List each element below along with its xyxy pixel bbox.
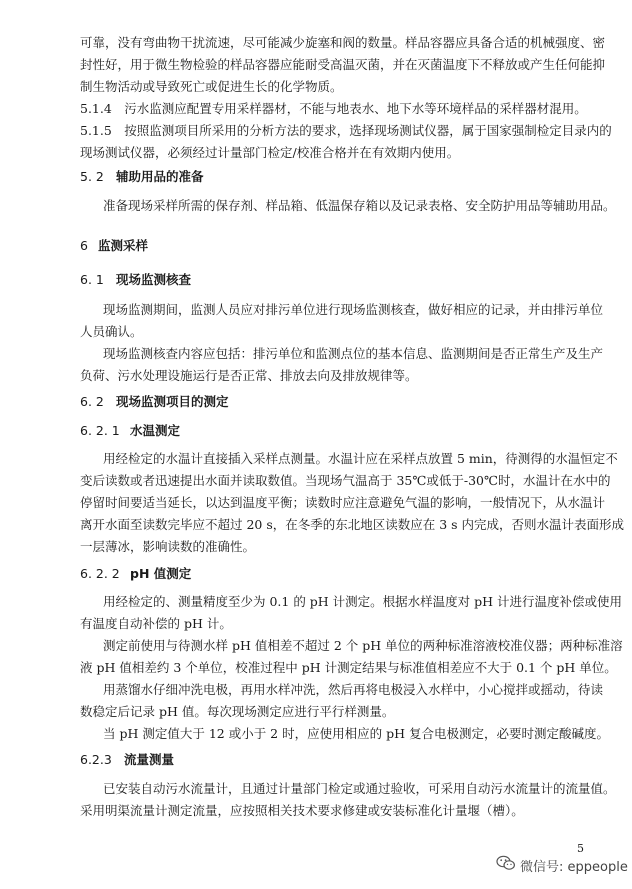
paragraph-line: 用经检定的水温计直接插入采样点测量。水温计应在采样点放置 5 min，待测得的水温恒定不 — [103, 451, 618, 466]
paragraph-line: 封性好，用于微生物检验的样品容器应能耐受高温灭菌，并在灭菌温度下不释放或产生任何能抑 — [80, 57, 606, 72]
clause-5-1-4: 5.1.4 污水监测应配置专用采样器材，不能与地表水、地下水等环境样品的采样器材混用。 — [80, 101, 587, 116]
section-title: pH 值测定 — [130, 566, 192, 581]
section-heading-6-2-1 — [80, 423, 180, 439]
paragraph-line: 准备现场采样所需的保存剂、样品箱、低温保存箱以及记录表格、安全防护用品等辅助用品。 — [103, 198, 616, 213]
section-title: 水温测定 — [130, 423, 181, 438]
section-title: 监测采样 — [98, 238, 149, 253]
section-number: 5. 2 — [80, 169, 104, 184]
section-title: 现场监测项目的测定 — [116, 394, 229, 409]
paragraph-line: 制生物活动或导致死亡或促进生长的化学物质。 — [80, 79, 343, 94]
section-heading-6 — [80, 238, 148, 254]
paragraph-line: 可靠，没有弯曲物干扰流速，尽可能减少旋塞和阀的数量。样品容器应具备合适的机械强度、密 — [80, 35, 606, 50]
paragraph-line: 测定前使用与待测水样 pH 值相差不超过 2 个 pH 单位的两种标准溶液校准仪器；两种标准溶 — [103, 638, 623, 653]
wechat-icon — [496, 855, 520, 875]
section-heading-6-2 — [80, 394, 229, 410]
paragraph-line: 当 pH 测定值大于 12 或小于 2 时，应使用相应的 pH 复合电极测定，必要时测定酸碱度。 — [103, 726, 609, 741]
section-number: 6. 2 — [80, 394, 104, 409]
paragraph-line: 已安装自动污水流量计，且通过计量部门检定或通过验收，可采用自动污水流量计的流量值。 — [103, 781, 616, 796]
paragraph-line: 人员确认。 — [80, 324, 143, 339]
page-number: 5 — [577, 842, 584, 855]
clause-5-1-5: 5.1.5 按照监测项目所采用的分析方法的要求，选择现场测试仪器，属于国家强制检定目录内的 — [80, 123, 612, 138]
section-title: 流量测量 — [124, 752, 175, 767]
section-title: 辅助用品的准备 — [116, 169, 204, 184]
paragraph-line: 变后读数或者迅速提出水面并读取数值。当现场气温高于 35℃或低于-30℃时，水温计在水中的 — [80, 473, 611, 488]
paragraph-line: 采用明渠流量计测定流量，应按照相关技术要求修建或安装标准化计量堰（槽）。 — [80, 803, 524, 818]
section-heading-6-1 — [80, 272, 191, 288]
wechat-watermark — [496, 854, 628, 876]
paragraph-line: 离开水面至读数完毕应不超过 20 s，在冬季的东北地区读数应在 3 s 内完成，否则水温计表面形成 — [80, 517, 625, 532]
section-number: 6. 1 — [80, 272, 104, 287]
watermark-text: 微信号: eppeople — [520, 859, 628, 875]
paragraph-line: 用蒸馏水仔细冲洗电极，再用水样冲洗，然后再将电极浸入水样中，小心搅拌或摇动，待读 — [103, 682, 604, 697]
section-heading-6-2-3 — [80, 752, 174, 768]
section-number: 6 — [80, 238, 88, 253]
paragraph-line: 停留时间要适当延长，以达到温度平衡；读数时应注意避免气温的影响，一般情况下，从水温计 — [80, 495, 606, 510]
paragraph-line: 液 pH 值相差约 3 个单位，校准过程中 pH 计测定结果与标准值相差应不大于 0.1 个 pH 单位。 — [80, 660, 617, 675]
section-number: 6.2.3 — [80, 752, 112, 767]
paragraph-line: 负荷、污水处理设施运行是否正常、排放去向及排放规律等。 — [80, 368, 418, 383]
paragraph-line: 数稳定后记录 pH 值。每次现场测定应进行平行样测量。 — [80, 704, 395, 719]
paragraph-line: 现场监测核查内容应包括：排污单位和监测点位的基本信息、监测期间是否正常生产及生产 — [103, 346, 604, 361]
paragraph-line: 现场监测期间，监测人员应对排污单位进行现场监测核查，做好相应的记录，并由排污单位 — [103, 302, 604, 317]
section-number: 6. 2. 1 — [80, 423, 120, 438]
paragraph-line: 一层薄冰，影响读数的准确性。 — [80, 539, 256, 554]
section-number: 6. 2. 2 — [80, 566, 120, 581]
paragraph-line: 现场测试仪器，必须经过计量部门检定/校准合格并在有效期内使用。 — [80, 145, 460, 160]
paragraph-line: 有温度自动补偿的 pH 计。 — [80, 616, 232, 631]
section-heading-6-2-2 — [80, 566, 191, 582]
section-heading-5-2 — [80, 169, 204, 185]
paragraph-line: 用经检定的、测量精度至少为 0.1 的 pH 计测定。根据水样温度对 pH 计进行温度补偿或使用 — [103, 594, 623, 609]
section-title: 现场监测核查 — [116, 272, 192, 287]
